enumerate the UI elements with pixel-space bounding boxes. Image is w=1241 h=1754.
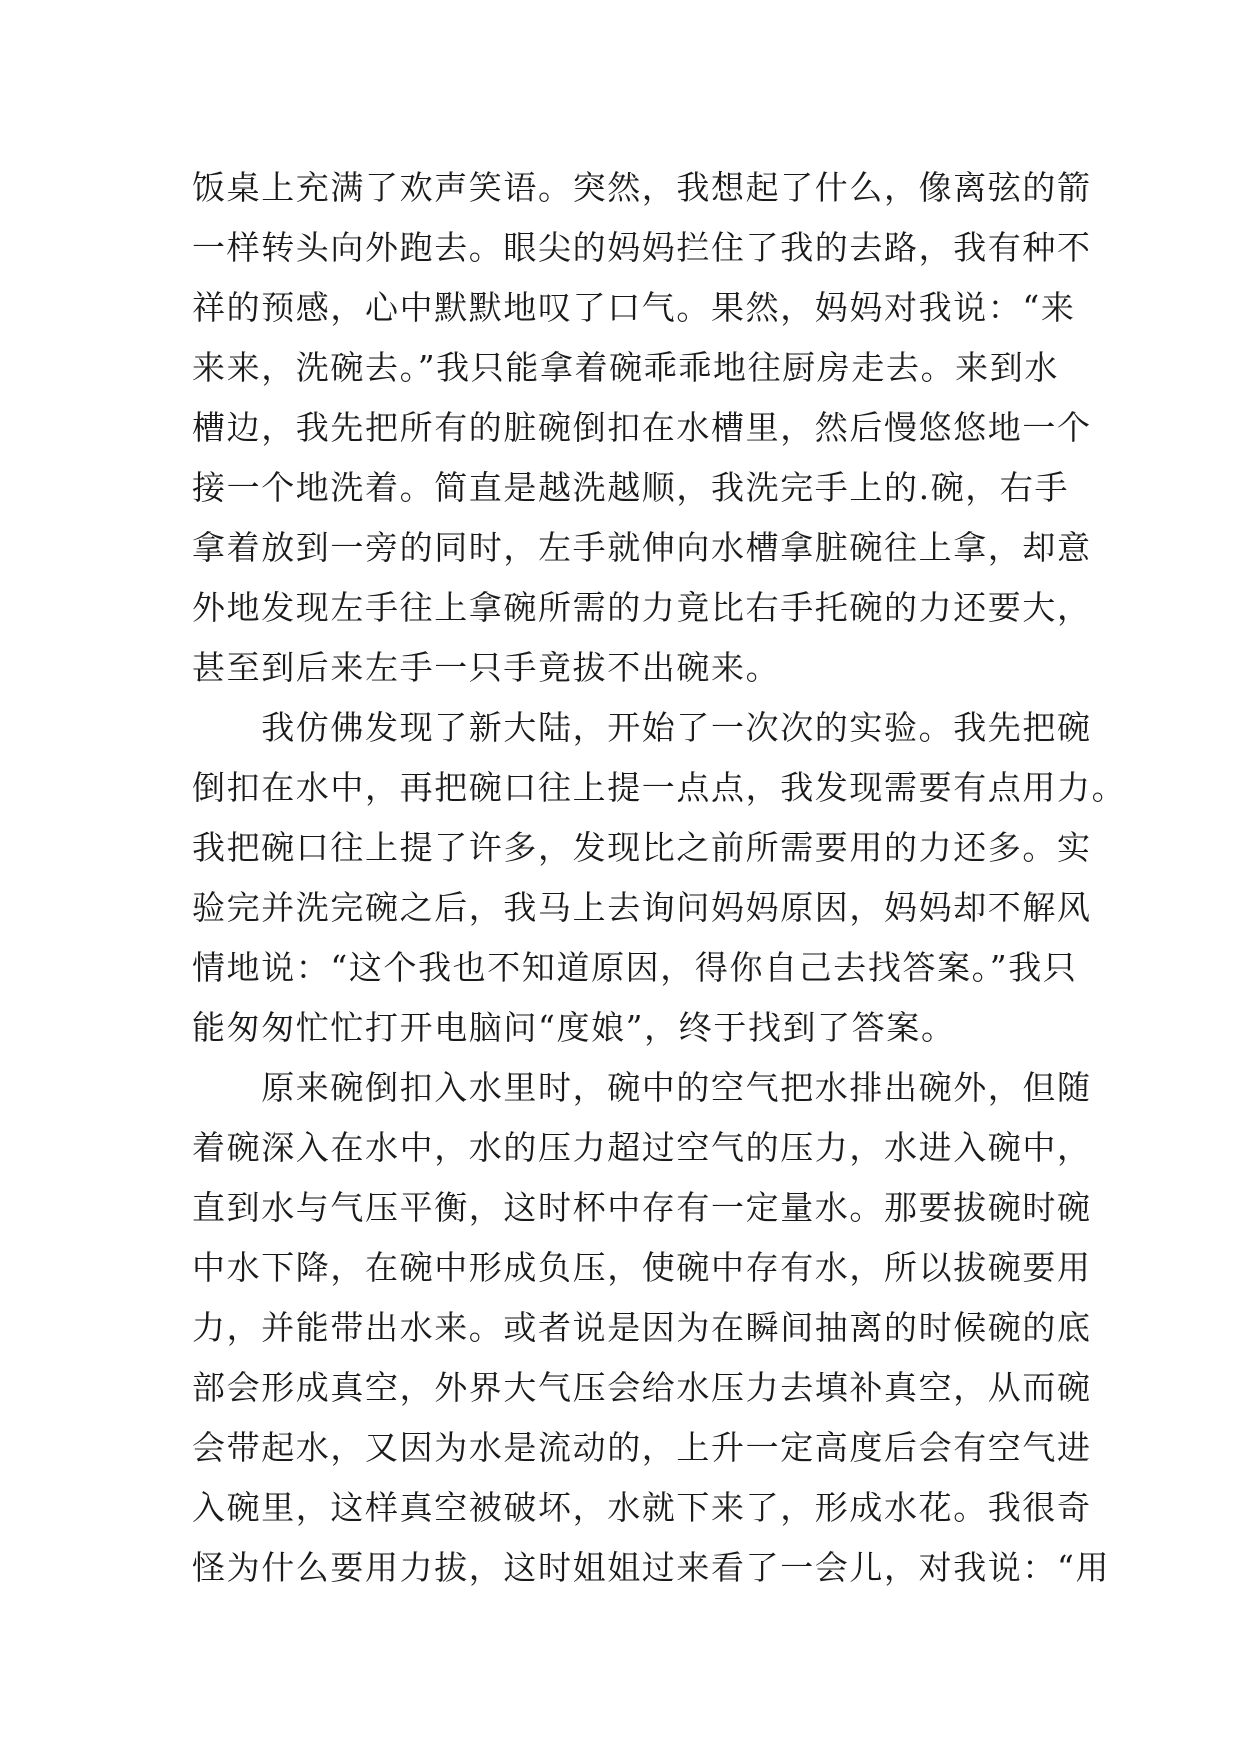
text-line: 来来，洗碗去。”我只能拿着碗乖乖地往厨房走去。来到水 bbox=[192, 348, 1059, 387]
text-line: 我把碗口往上提了许多，发现比之前所需要用的力还多。实 bbox=[192, 828, 1092, 867]
text-line: 能匆匆忙忙打开电脑问“度娘”，终于找到了答案。 bbox=[192, 1008, 956, 1047]
text-line: 情地说：“这个我也不知道原因，得你自己去找答案。”我只 bbox=[192, 948, 1078, 987]
text-line: 着碗深入在水中，水的压力超过空气的压力，水进入碗中， bbox=[192, 1128, 1092, 1167]
text-line: 怪为什么要用力拔，这时姐姐过来看了一会儿，对我说：“用 bbox=[192, 1548, 1111, 1587]
paragraph-start-line: 我仿佛发现了新大陆，开始了一次次的实验。我先把碗 bbox=[192, 708, 1092, 747]
text-line: 接一个地洗着。简直是越洗越顺，我洗完手上的.碗，右手 bbox=[192, 468, 1070, 507]
text-line: 甚至到后来左手一只手竟拔不出碗来。 bbox=[192, 648, 781, 687]
essay-text bbox=[192, 158, 1127, 1598]
text-line: 验完并洗完碗之后，我马上去询问妈妈原因，妈妈却不解风 bbox=[192, 888, 1092, 927]
text-line: 会带起水，又因为水是流动的，上升一定高度后会有空气进 bbox=[192, 1428, 1092, 1467]
text-line: 力，并能带出水来。或者说是因为在瞬间抽离的时候碗的底 bbox=[192, 1308, 1092, 1347]
text-line: 部会形成真空，外界大气压会给水压力去填补真空，从而碗 bbox=[192, 1368, 1092, 1407]
text-line: 饭桌上充满了欢声笑语。突然，我想起了什么，像离弦的箭 bbox=[192, 168, 1092, 207]
text-line: 直到水与气压平衡，这时杯中存有一定量水。那要拔碗时碗 bbox=[192, 1188, 1092, 1227]
text-line: 入碗里，这样真空被破坏，水就下来了，形成水花。我很奇 bbox=[192, 1488, 1092, 1527]
text-line: 中水下降，在碗中形成负压，使碗中存有水，所以拔碗要用 bbox=[192, 1248, 1092, 1287]
text-line: 槽边，我先把所有的脏碗倒扣在水槽里，然后慢悠悠地一个 bbox=[192, 408, 1092, 447]
text-line: 外地发现左手往上拿碗所需的力竟比右手托碗的力还要大， bbox=[192, 588, 1092, 627]
text-line: 拿着放到一旁的同时，左手就伸向水槽拿脏碗往上拿，却意 bbox=[192, 528, 1092, 567]
text-line: 一样转头向外跑去。眼尖的妈妈拦住了我的去路，我有种不 bbox=[192, 228, 1092, 267]
text-line: 祥的预感，心中默默地叹了口气。果然，妈妈对我说：“来 bbox=[192, 288, 1076, 327]
paragraph-start-line: 原来碗倒扣入水里时，碗中的空气把水排出碗外，但随 bbox=[192, 1068, 1092, 1107]
text-line: 倒扣在水中，再把碗口往上提一点点，我发现需要有点用力。 bbox=[192, 768, 1127, 807]
